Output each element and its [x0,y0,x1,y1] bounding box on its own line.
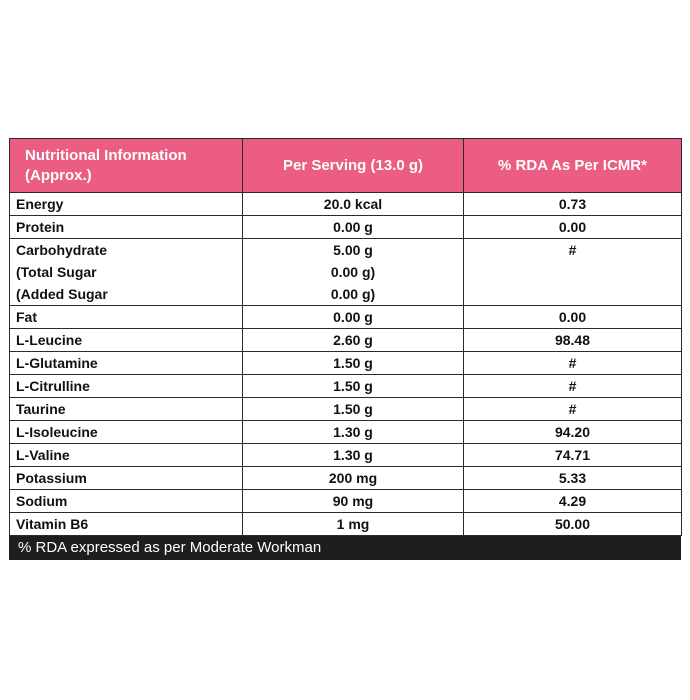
table-header-row [10,139,682,193]
nutrient-name-line: Carbohydrate [16,242,108,258]
nutrient-value: 1 mg [243,513,464,536]
header-line-2: (Approx.) [25,166,92,184]
nutrient-name: Potassium [10,467,243,490]
nutrient-value: 1.50 g [243,375,464,398]
table-row [10,398,682,421]
table-row [10,193,682,216]
header-per-serving: Per Serving (13.0 g) [243,139,464,193]
nutrient-name: L-Citrulline [10,375,243,398]
header-line-1: Nutritional Information [25,146,187,164]
table-row-carbohydrate [10,239,682,306]
nutrient-rda [464,239,682,306]
nutrient-rda: # [464,352,682,375]
nutrient-rda: # [464,375,682,398]
nutrient-rda: 50.00 [464,513,682,536]
nutrient-name: Protein [10,216,243,239]
nutrient-name: Vitamin B6 [10,513,243,536]
nutrient-value: 1.30 g [243,421,464,444]
header-nutritional-information [10,139,243,193]
nutrient-name [10,239,243,306]
nutrient-value: 2.60 g [243,329,464,352]
nutrient-rda: 94.20 [464,421,682,444]
nutrient-rda: 0.00 [464,306,682,329]
nutrient-rda: 5.33 [464,467,682,490]
nutrient-name: L-Glutamine [10,352,243,375]
nutrient-name-line: (Added Sugar [16,286,108,302]
table-row [10,329,682,352]
nutrient-rda-line: # [568,242,577,258]
nutrient-rda: 74.71 [464,444,682,467]
table-row [10,421,682,444]
nutrient-value: 1.50 g [243,352,464,375]
nutrient-name: L-Isoleucine [10,421,243,444]
table-row [10,352,682,375]
table-row [10,444,682,467]
table-row [10,216,682,239]
table-row [10,467,682,490]
nutrition-table-container [9,138,681,560]
table-row [10,490,682,513]
nutrient-name: Taurine [10,398,243,421]
table-row [10,306,682,329]
nutrient-rda: 98.48 [464,329,682,352]
nutrient-value [243,239,464,306]
nutrient-name: Fat [10,306,243,329]
nutrient-name-line: (Total Sugar [16,264,97,280]
nutrition-table [9,138,682,536]
nutrient-value: 1.50 g [243,398,464,421]
nutrient-name: L-Leucine [10,329,243,352]
nutrient-value: 20.0 kcal [243,193,464,216]
nutrient-name: L-Valine [10,444,243,467]
nutrient-value: 1.30 g [243,444,464,467]
nutrient-value: 200 mg [243,467,464,490]
header-rda: % RDA As Per ICMR* [464,139,682,193]
nutrient-value-line: 0.00 g) [330,264,376,280]
nutrient-value: 0.00 g [243,306,464,329]
nutrient-value-line: 0.00 g) [330,286,376,302]
nutrient-rda: 0.00 [464,216,682,239]
nutrient-value: 90 mg [243,490,464,513]
nutrient-rda: 4.29 [464,490,682,513]
nutrient-name: Sodium [10,490,243,513]
nutrient-name: Energy [10,193,243,216]
table-row [10,375,682,398]
nutrient-rda: # [464,398,682,421]
table-row [10,513,682,536]
nutrient-value-line: 5.00 g [333,242,373,258]
nutrient-rda: 0.73 [464,193,682,216]
rda-footnote: % RDA expressed as per Moderate Workman [9,536,681,560]
nutrient-value: 0.00 g [243,216,464,239]
